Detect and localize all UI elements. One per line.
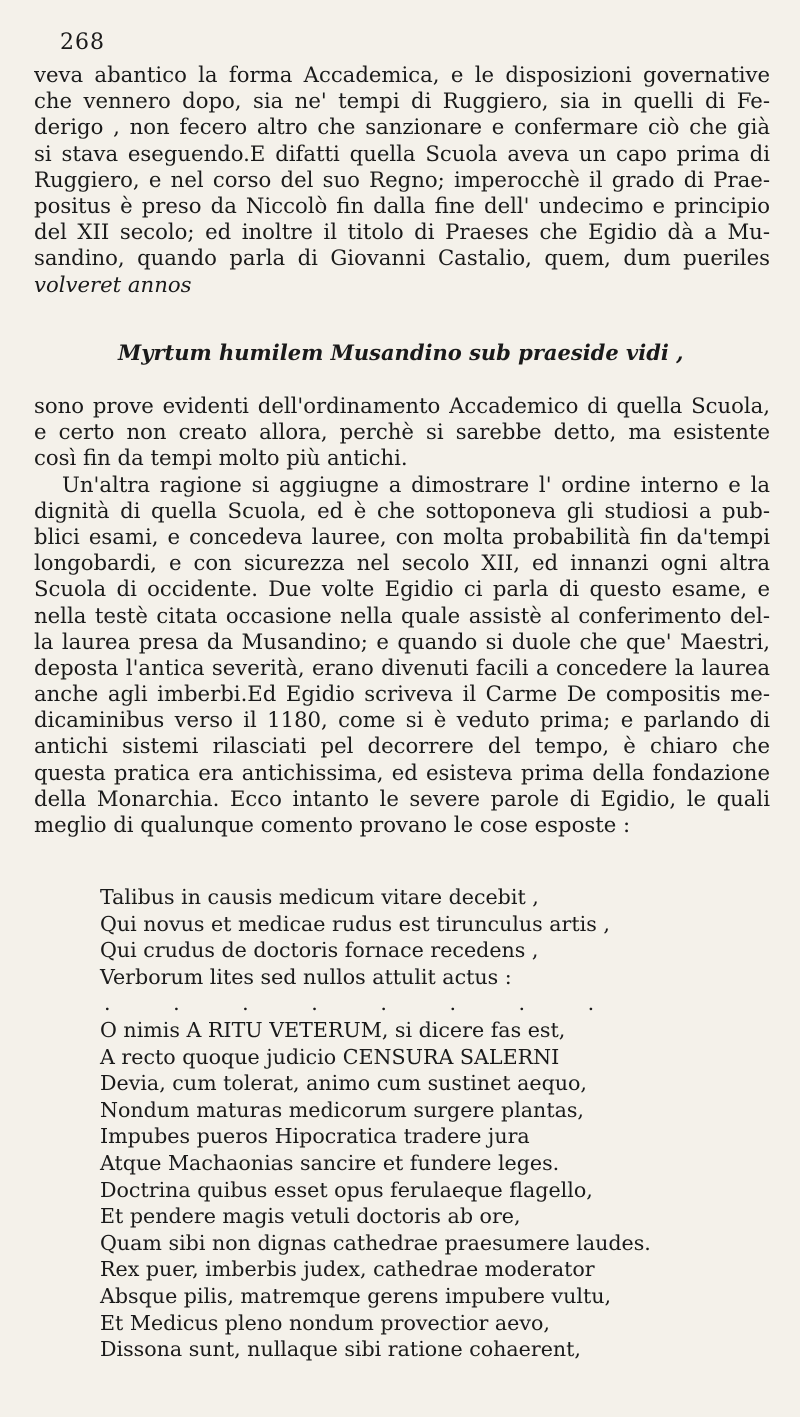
text-line: e certo non creato allora, perchè si sarebbe detto, ma esistente xyxy=(34,419,770,445)
text-line: della Monarchia. Ecco intanto le severe parole di Egidio, le quali xyxy=(34,785,770,811)
poem-verse: Talibus in causis medicum vitare decebit , xyxy=(100,885,539,909)
poem-verse: Atque Machaonias sancire et fundere leges. xyxy=(100,1150,560,1175)
text-line: questa pratica era antichissima, ed esisteva prima della fondazione xyxy=(34,759,770,785)
text-line: volveret annos xyxy=(34,271,192,297)
prose-block-top xyxy=(34,62,770,298)
poem-verse: Et Medicus pleno nondum provectior aevo, xyxy=(100,1310,550,1335)
poem-verse: Doctrina quibus esset opus ferulaeque flagello, xyxy=(100,1177,593,1202)
text-line: Ruggiero, e nel corso del suo Regno; imperocchè il grado di Prae- xyxy=(34,166,770,192)
text-line: veva abantico la forma Accademica, e le disposizioni governative xyxy=(34,62,770,87)
text-line: del XII secolo; ed inoltre il titolo di Praeses che Egidio dà a Mu- xyxy=(34,219,770,245)
poem-verse: Rex puer, imberbis judex, cathedrae moderator xyxy=(100,1257,595,1282)
text-line: blici esami, e concedeva lauree, con molta probabilità fin da'tempi xyxy=(34,523,770,549)
text-line: deposta l'antica severità, erano divenuti facili a concedere la laurea xyxy=(34,654,770,680)
poem-verse: Dissona sunt, nullaque sibi ratione cohaerent, xyxy=(100,1337,581,1362)
text-line: che vennero dopo, sia ne' tempi di Ruggiero, sia in quelli di Fe- xyxy=(34,88,770,114)
text-line: anche agli imberbi.Ed Egidio scriveva il Carme De compositis me- xyxy=(34,681,770,707)
poem-verse: Absque pilis, matremque gerens impubere vultu, xyxy=(100,1283,612,1308)
text-line: derigo , non fecero altro che sanzionare e confermare ciò che già xyxy=(34,114,770,140)
poem-verse: Quam sibi non dignas cathedrae praesumere laudes. xyxy=(100,1230,651,1255)
ellipsis-line: . . . . . . . . xyxy=(104,991,623,1016)
text-line: nella testè citata occasione nella quale assistè al conferimento del- xyxy=(34,602,770,628)
page-number: 268 xyxy=(60,30,105,55)
poem-verse: Qui crudus de doctoris fornace recedens , xyxy=(100,938,539,963)
text-line: antichi sistemi rilasciati pel decorrere del tempo, è chiaro che xyxy=(34,733,770,759)
text-line: Scuola di occidente. Due volte Egidio ci parla di questo esame, e xyxy=(34,576,770,602)
poem-verse: A recto quoque judicio CENSURA SALERNI xyxy=(100,1044,560,1069)
text-line: meglio di qualunque comento provano le cose esposte : xyxy=(34,812,631,837)
prose-block-bottom xyxy=(34,393,770,838)
poem-verse: O nimis A RITU VETERUM, si dicere fas est, xyxy=(100,1017,566,1042)
text-line: sono prove evidenti dell'ordinamento Accademico di quella Scuola, xyxy=(34,393,770,418)
text-line: Un'altra ragione si aggiugne a dimostrare l' ordine interno e la xyxy=(62,471,770,497)
text-line: si stava eseguendo.E difatti quella Scuola aveva un capo prima di xyxy=(34,140,770,166)
text-line: positus è preso da Niccolò fin dalla fine dell' undecimo e principio xyxy=(34,192,770,218)
text-line: longobardi, e con sicurezza nel secolo XII, ed innanzi ogni altra xyxy=(34,550,770,576)
poem-verse: Nondum maturas medicorum surgere plantas, xyxy=(100,1097,584,1122)
text-line: sandino, quando parla di Giovanni Castalio, quem, dum pueriles xyxy=(34,245,770,271)
text-line: dicaminibus verso il 1180, come si è veduto prima; e parlando di xyxy=(34,707,770,733)
poem-verse: Qui novus et medicae rudus est tirunculus artis , xyxy=(100,911,610,936)
poem-verse: Verborum lites sed nullos attulit actus : xyxy=(100,964,512,989)
text-line: la laurea presa da Musandino; e quando si duole che que' Maestri, xyxy=(34,628,770,654)
poem-verse: Impubes pueros Hipocratica tradere jura xyxy=(100,1124,530,1149)
latin-poem xyxy=(100,884,760,1363)
poem-verse: Devia, cum tolerat, animo cum sustinet aequo, xyxy=(100,1071,587,1096)
poem-verse: Et pendere magis vetuli doctoris ab ore, xyxy=(100,1204,521,1229)
quoted-verse: Myrtum humilem Musandino sub praeside vidi , xyxy=(118,340,684,365)
text-line: così fin da tempi molto più antichi. xyxy=(34,445,408,471)
text-line: dignità di quella Scuola, ed è che sottoponeva gli studiosi a pub- xyxy=(34,497,770,523)
